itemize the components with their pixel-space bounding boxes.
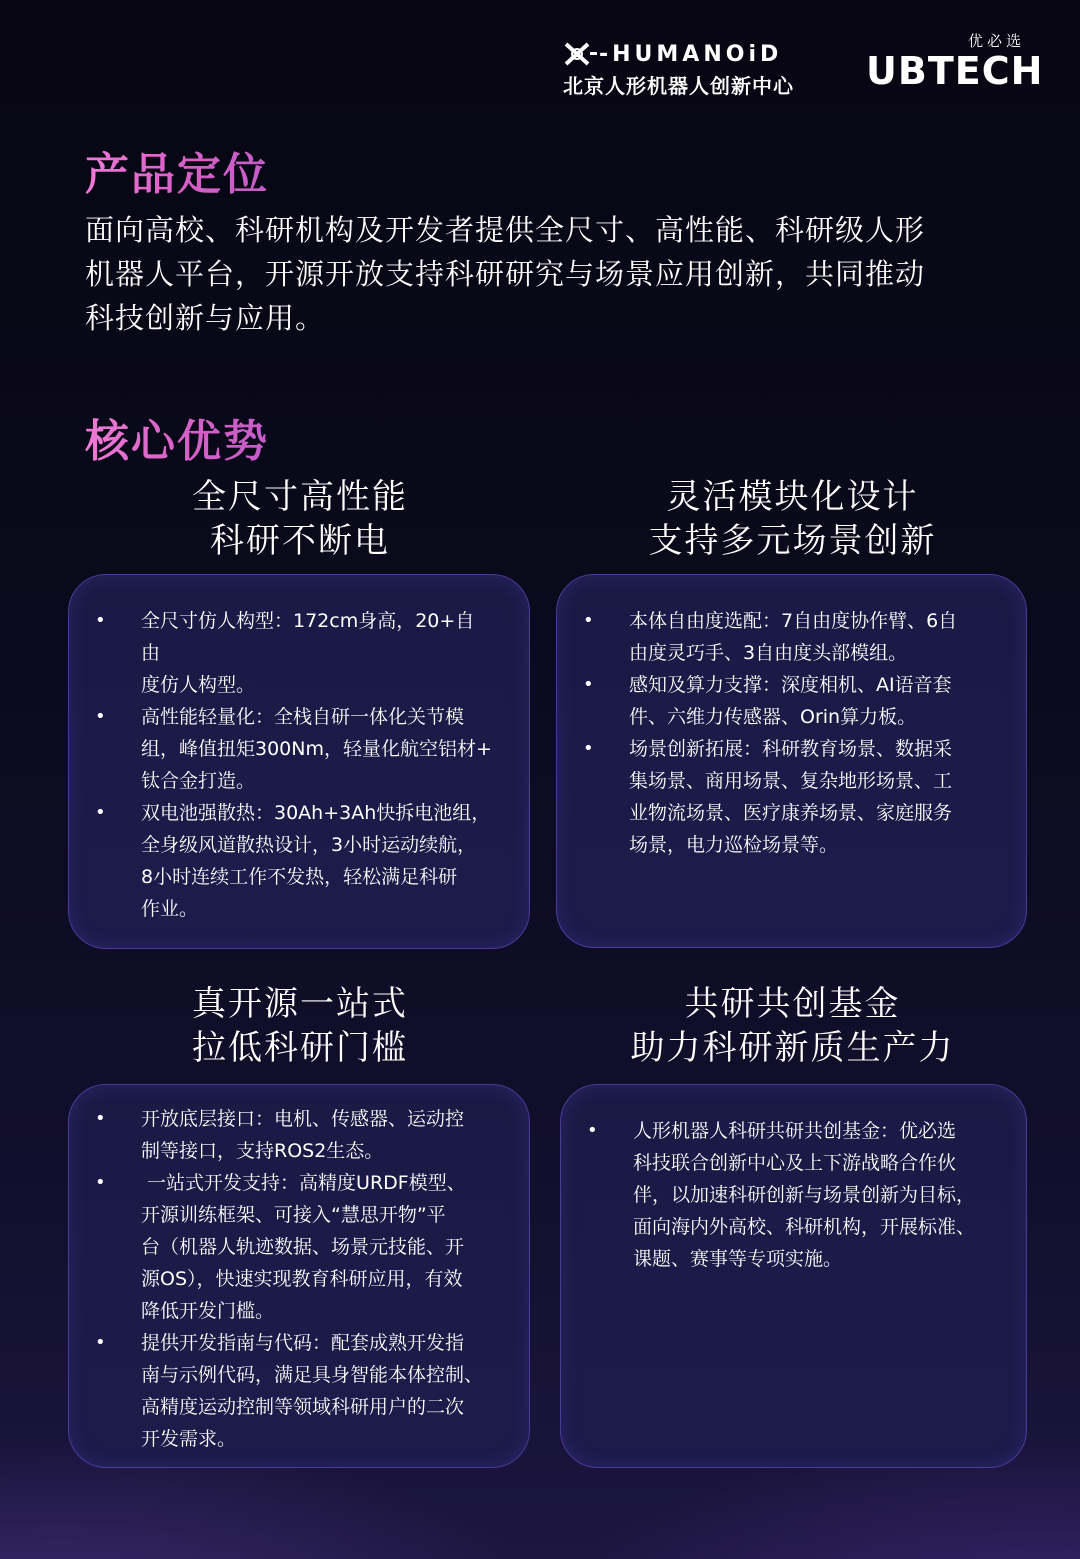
bullet-item <box>69 797 529 925</box>
card-heading-line: 拉低科研门槛 <box>192 1028 408 1068</box>
bullet-line: 集场景、商用场景、复杂地形场景、工 <box>629 770 953 792</box>
bullet-item <box>557 733 1026 861</box>
bullet-item <box>557 605 1026 669</box>
bullet-line: 课题、赛事等专项实施。 <box>633 1248 843 1270</box>
positioning-text <box>85 208 1005 340</box>
bullet-item <box>69 1327 529 1455</box>
bullet-dot: • <box>95 1108 106 1129</box>
bullet-line: 作业。 <box>141 898 199 920</box>
xhumanoid-subtitle: 北京人形机器人创新中心 <box>563 74 794 98</box>
ubtech-logo-cn: 优必选 <box>967 32 1025 50</box>
bullet-dot: • <box>95 1332 106 1353</box>
bullet-line: 降低开发门槛。 <box>141 1300 275 1322</box>
bullet-dot: • <box>587 1120 598 1141</box>
card-heading-fund <box>560 982 1025 1070</box>
bullet-line: 开源训练框架、可接入“慧思开物”平 <box>141 1204 446 1226</box>
bullet-line: 制等接口，支持ROS2生态。 <box>141 1140 384 1162</box>
bullet-item <box>561 1115 1026 1275</box>
bullet-line: 8小时连续工作不发热，轻松满足科研 <box>141 866 458 888</box>
bullet-dot: • <box>583 610 594 631</box>
bullet-line: 场景，电力巡检场景等。 <box>629 834 839 856</box>
bullet-line: 南与示例代码，满足具身智能本体控制、 <box>141 1364 484 1386</box>
bullet-line: 钛合金打造。 <box>141 770 256 792</box>
ubtech-logo-en: UBTECH <box>866 49 1044 93</box>
positioning-line: 面向高校、科研机构及开发者提供全尺寸、高性能、科研级人形 <box>85 213 926 247</box>
bullet-line: 感知及算力支撑：深度相机、AI语音套 <box>629 674 952 696</box>
bullet-item <box>69 1103 529 1167</box>
bullet-dot: • <box>95 610 106 631</box>
card-fund <box>560 1084 1027 1468</box>
bullet-line: 高性能轻量化：全栈自研一体化关节模 <box>141 706 465 728</box>
advantages-title: 核心优势 <box>85 405 269 469</box>
x-mark-icon <box>563 42 597 66</box>
card-heading-line: 支持多元场景创新 <box>648 521 937 561</box>
positioning-line: 机器人平台，开源开放支持科研研究与场景应用创新，共同推动 <box>85 257 926 291</box>
bullet-line: 开放底层接口：电机、传感器、运动控 <box>141 1108 465 1130</box>
card-heading-line: 全尺寸高性能 <box>192 477 408 517</box>
bullet-line: 双电池强散热：30Ah+3Ah快拆电池组， <box>141 802 491 824</box>
card-heading-open-source <box>70 982 530 1070</box>
bullet-item <box>69 605 529 701</box>
bullet-line: 本体自由度选配：7自由度协作臂、6自 <box>629 610 958 632</box>
card-heading-line: 助力科研新质生产力 <box>630 1028 955 1068</box>
card-full-size <box>68 574 530 949</box>
card-heading-line: 灵活模块化设计 <box>666 477 919 517</box>
bullet-line: 源OS），快速实现教育科研应用，有效 <box>141 1268 463 1290</box>
xhumanoid-logo <box>563 40 833 99</box>
bullet-line: 场景创新拓展：科研教育场景、数据采 <box>629 738 953 760</box>
bullet-dot: • <box>95 1172 106 1193</box>
bullet-dot: • <box>95 706 106 727</box>
card-heading-full-size <box>70 475 530 563</box>
bullet-dot: • <box>583 674 594 695</box>
card-heading-line: 共研共创基金 <box>684 984 901 1024</box>
bullet-line: 业物流场景、医疗康养场景、家庭服务 <box>629 802 953 824</box>
bullet-line: 全身级风道散热设计，3小时运动续航， <box>141 834 477 856</box>
bullet-line: 科技联合创新中心及上下游战略合作伙 <box>633 1152 957 1174</box>
bullet-item <box>69 701 529 797</box>
bullet-line: 台（机器人轨迹数据、场景元技能、开 <box>141 1236 465 1258</box>
bullet-line: 一站式开发支持：高精度URDF模型、 <box>141 1172 466 1194</box>
bullet-line: 伴，以加速科研创新与场景创新为目标， <box>633 1184 976 1206</box>
card-modular <box>556 574 1027 948</box>
card-heading-line: 真开源一站式 <box>192 984 408 1024</box>
bullet-dot: • <box>583 738 594 759</box>
positioning-title: 产品定位 <box>85 138 269 202</box>
bullet-item <box>557 669 1026 733</box>
bullet-line: 提供开发指南与代码：配套成熟开发指 <box>141 1332 465 1354</box>
bullet-line: 开发需求。 <box>141 1428 237 1450</box>
positioning-line: 科技创新与应用。 <box>85 301 326 335</box>
bullet-line: 组，峰值扭矩300Nm，轻量化航空铝材+ <box>141 738 492 760</box>
card-heading-modular <box>560 475 1025 563</box>
bullet-line: 人形机器人科研共研共创基金：优必选 <box>633 1120 957 1142</box>
card-open-source <box>68 1084 530 1468</box>
bullet-line: 面向海内外高校、科研机构，开展标准、 <box>633 1216 976 1238</box>
bullet-line: 高精度运动控制等领域科研用户的二次 <box>141 1396 465 1418</box>
card-heading-line: 科研不断电 <box>210 521 390 561</box>
bullet-line: 由度灵巧手、3自由度头部模组。 <box>629 642 908 664</box>
bullet-dot: • <box>95 802 106 823</box>
bullet-line: 全尺寸仿人构型：172cm身高，20+自由 <box>141 610 475 664</box>
bullet-line: 度仿人构型。 <box>141 674 256 696</box>
bullet-item <box>69 1167 529 1327</box>
xhumanoid-logo-text: -HUMANOiD <box>599 41 783 67</box>
bullet-line: 件、六维力传感器、Orin算力板。 <box>629 706 917 728</box>
ubtech-logo <box>866 30 1044 93</box>
